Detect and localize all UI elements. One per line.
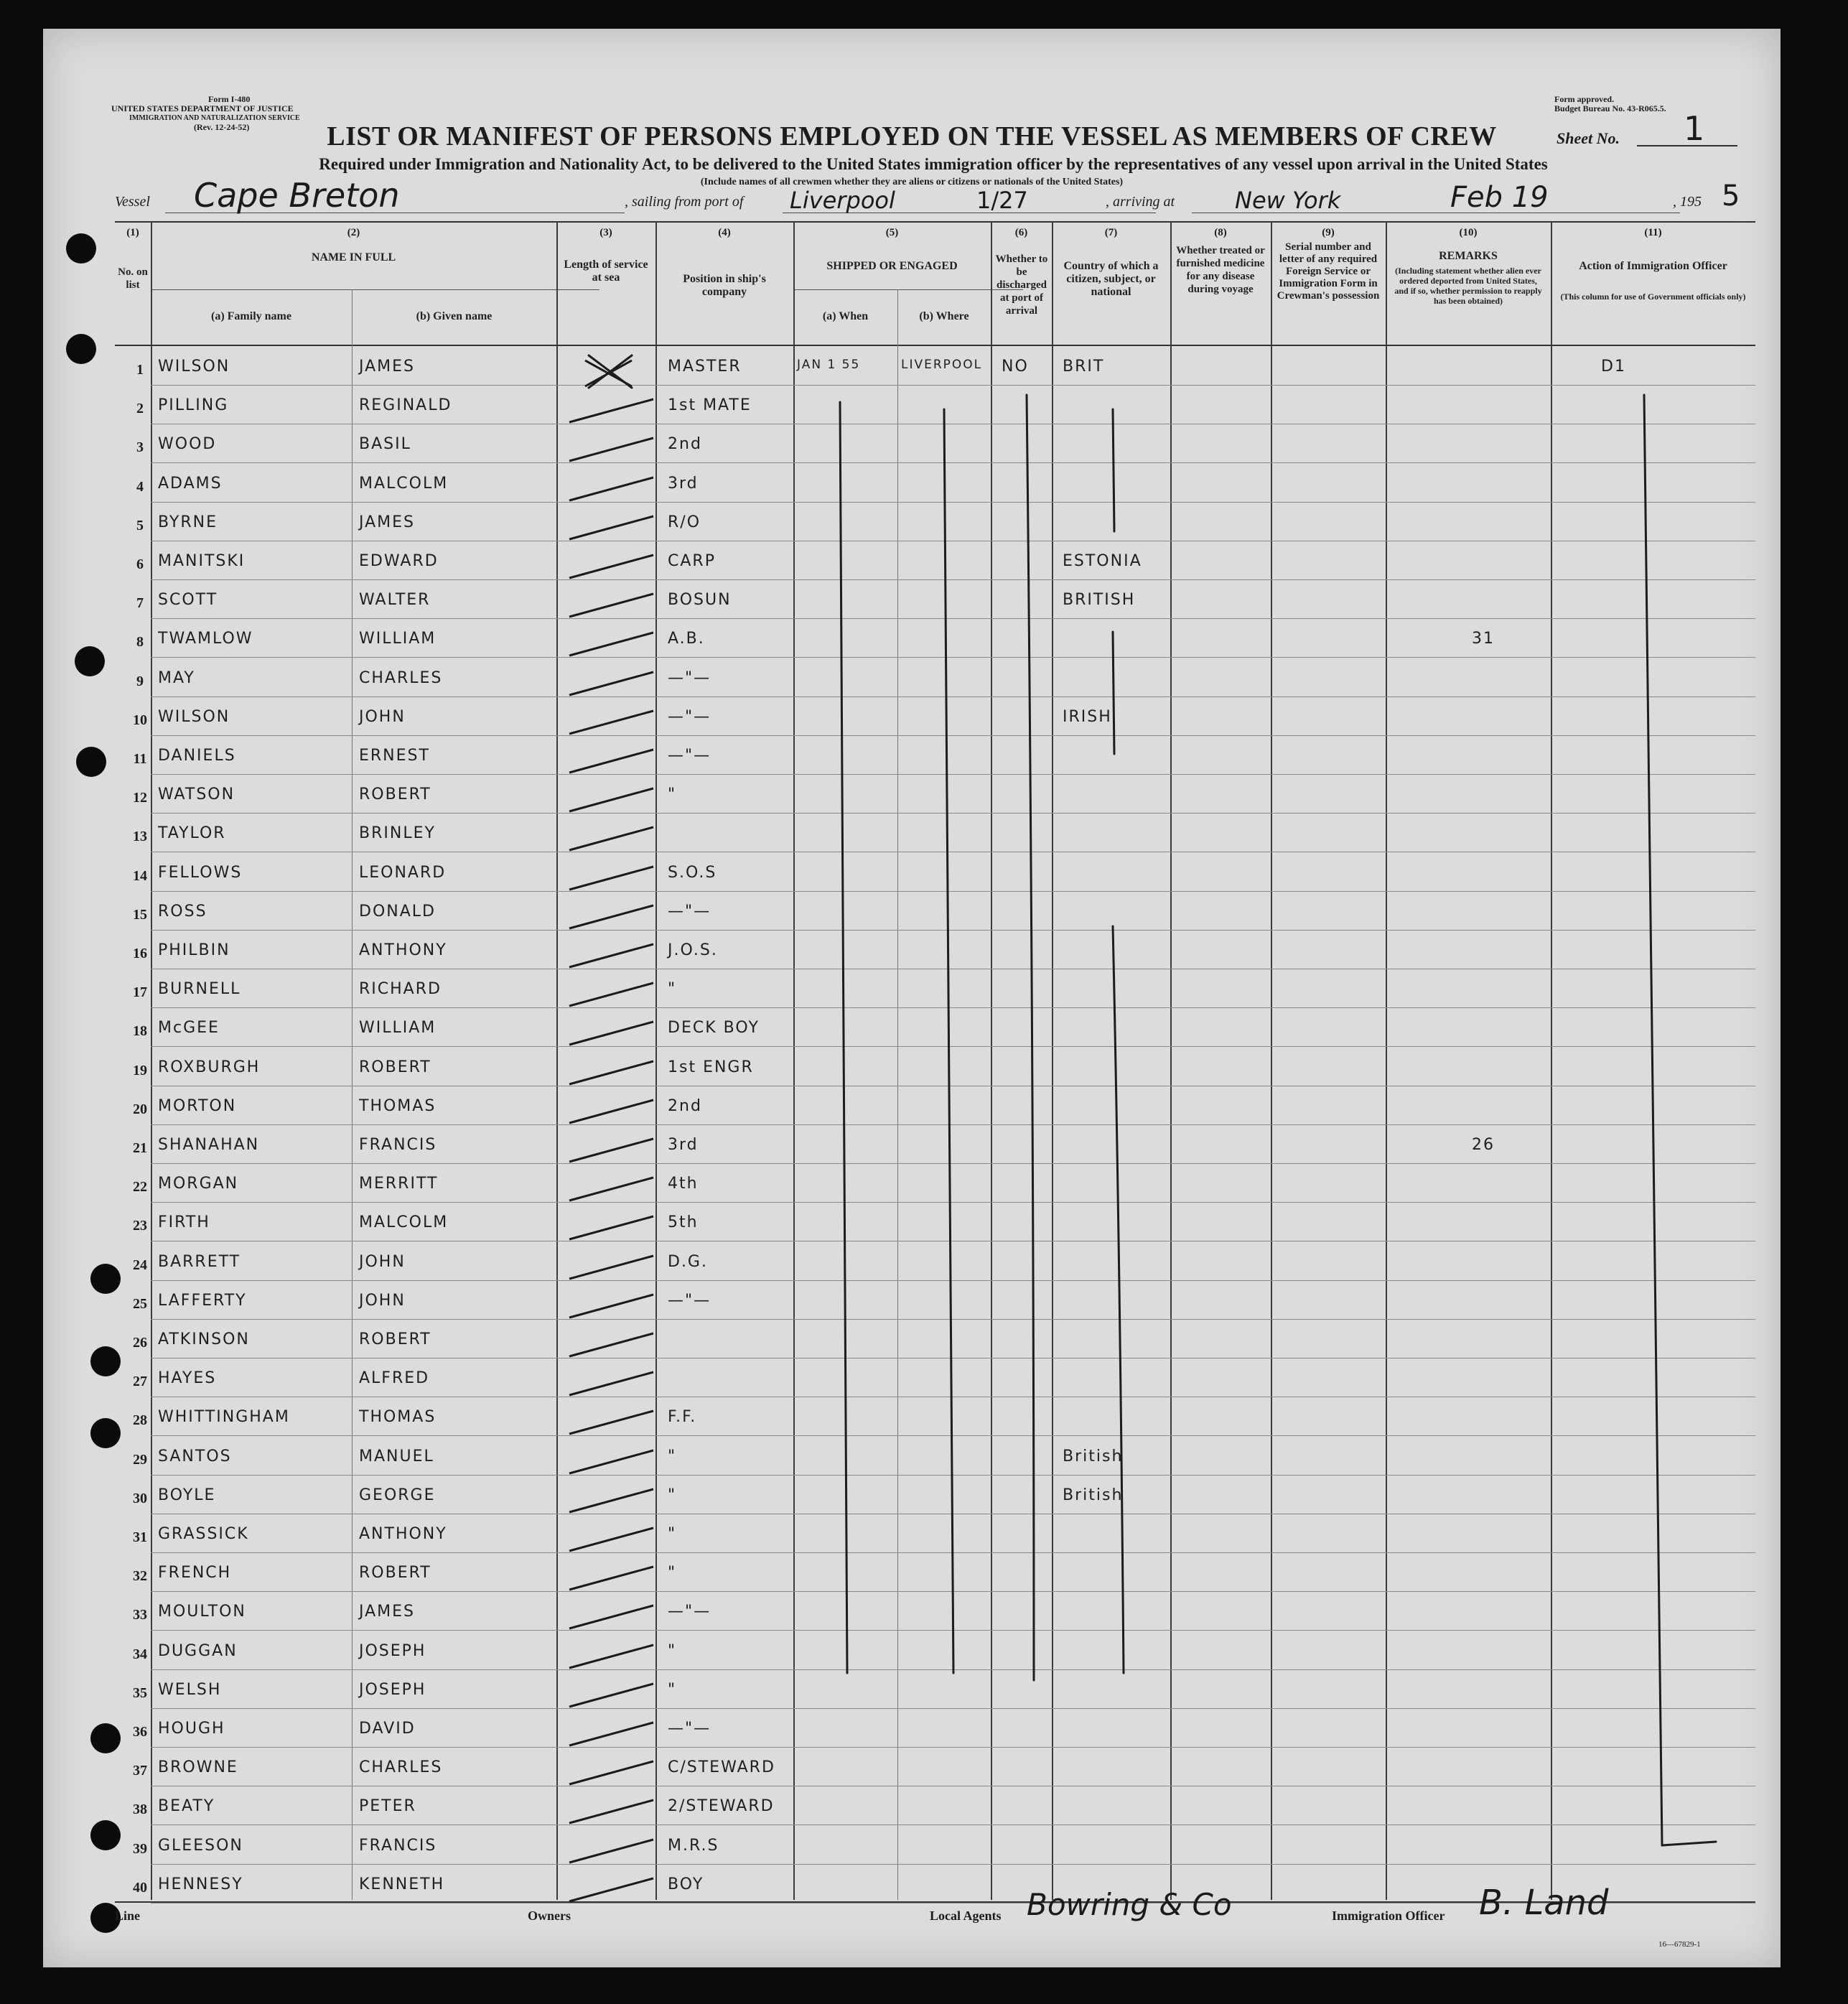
manifest-sheet bbox=[43, 29, 1781, 1967]
col5b-heading: (b) Where bbox=[919, 310, 969, 322]
given-name: JAMES bbox=[359, 1603, 415, 1621]
given-name: DONALD bbox=[359, 903, 436, 921]
shipped-when: JAN 1 55 bbox=[797, 358, 861, 372]
position: J.O.S. bbox=[668, 941, 718, 959]
year-label: , 195 bbox=[1673, 194, 1702, 210]
given-name: FRANCIS bbox=[359, 1136, 437, 1154]
position: " bbox=[668, 1642, 677, 1660]
position: " bbox=[668, 980, 677, 998]
row-number: 37 bbox=[133, 1763, 147, 1779]
given-name: EDWARD bbox=[359, 552, 439, 570]
col4-number: (4) bbox=[718, 227, 731, 238]
ditto-line-country bbox=[1113, 632, 1114, 754]
col8-number: (8) bbox=[1214, 227, 1227, 238]
family-name: WOOD bbox=[158, 435, 217, 453]
row-number: 22 bbox=[133, 1179, 147, 1195]
row-number: 2 bbox=[136, 401, 144, 416]
row-number: 33 bbox=[133, 1607, 147, 1623]
row-number: 12 bbox=[133, 790, 147, 806]
col2b-heading: (b) Given name bbox=[416, 310, 493, 322]
position: S.O.S bbox=[668, 864, 717, 882]
position: 5th bbox=[668, 1213, 699, 1231]
row-number: 29 bbox=[133, 1452, 147, 1468]
family-name: PILLING bbox=[158, 396, 229, 414]
page-subtitle: Required under Immigration and Nationality Act, to be delivered to the United States immigration officer by the representatives of any vessel upon arrival in the United States bbox=[319, 155, 1548, 173]
sailing-port: Liverpool bbox=[790, 187, 895, 214]
given-name: ALFRED bbox=[359, 1369, 430, 1387]
family-name: WHITTINGHAM bbox=[158, 1408, 290, 1426]
col11-heading: Action of Immigration Officer bbox=[1579, 260, 1727, 272]
row-number: 8 bbox=[136, 634, 144, 650]
given-name: CHARLES bbox=[359, 1758, 443, 1776]
footer-officer-label: Immigration Officer bbox=[1332, 1909, 1445, 1923]
col2-heading: NAME IN FULL bbox=[311, 251, 396, 264]
country: BRITISH bbox=[1063, 591, 1136, 609]
col10-number: (10) bbox=[1459, 227, 1478, 238]
row-number: 20 bbox=[133, 1101, 147, 1117]
col7-heading: Country of which a citizen, subject, or national bbox=[1063, 260, 1159, 298]
position: —"— bbox=[668, 708, 711, 726]
position: 2/STEWARD bbox=[668, 1797, 775, 1815]
col8-heading: Whether treated or furnished medicine for any disease during voyage bbox=[1176, 245, 1265, 295]
discharge: NO bbox=[1002, 358, 1029, 376]
family-name: McGEE bbox=[158, 1019, 220, 1037]
family-name: ROSS bbox=[158, 903, 207, 921]
given-name: RICHARD bbox=[359, 980, 442, 998]
position: 3rd bbox=[668, 1136, 699, 1154]
row-number: 27 bbox=[133, 1374, 147, 1389]
position: " bbox=[668, 1564, 677, 1582]
arriving-label: , arriving at bbox=[1106, 194, 1175, 210]
form-number: Form I-480 bbox=[208, 94, 251, 104]
arriving-port: New York bbox=[1235, 187, 1341, 214]
footer-officer-signature: B. Land bbox=[1479, 1883, 1609, 1923]
given-name: JOSEPH bbox=[359, 1681, 426, 1699]
row-number: 17 bbox=[133, 984, 147, 1000]
position: —"— bbox=[668, 1603, 711, 1621]
col9-number: (9) bbox=[1322, 227, 1335, 238]
position: C/STEWARD bbox=[668, 1758, 775, 1776]
family-name: FELLOWS bbox=[158, 864, 243, 882]
position: 1st ENGR bbox=[668, 1058, 754, 1076]
ditto-line-where bbox=[944, 409, 953, 1673]
col5-number: (5) bbox=[885, 227, 899, 238]
family-name: DUGGAN bbox=[158, 1642, 238, 1660]
position: 2nd bbox=[668, 435, 702, 453]
page-note: (Include names of all crewmen whether they are aliens or citizens or nationals of the United States) bbox=[700, 177, 1124, 187]
given-name: JOHN bbox=[359, 708, 406, 726]
row-number: 15 bbox=[133, 907, 147, 923]
given-name: JOHN bbox=[359, 1253, 406, 1271]
country: ESTONIA bbox=[1063, 552, 1142, 570]
print-code: 16—67829-1 bbox=[1658, 1940, 1701, 1949]
col5a-heading: (a) When bbox=[822, 310, 869, 322]
family-name: MORGAN bbox=[158, 1175, 239, 1193]
ditto-line-when bbox=[840, 402, 847, 1673]
family-name: WILSON bbox=[158, 358, 230, 376]
family-name: FIRTH bbox=[158, 1213, 210, 1231]
remarks: 31 bbox=[1472, 630, 1495, 648]
given-name: LEONARD bbox=[359, 864, 447, 882]
given-name: JOHN bbox=[359, 1292, 406, 1310]
row-number: 3 bbox=[136, 439, 144, 455]
col6-heading: Whether to be discharged at port of arrival bbox=[995, 253, 1048, 317]
position: DECK BOY bbox=[668, 1019, 760, 1037]
col10-heading: REMARKS bbox=[1439, 250, 1498, 262]
row-number: 19 bbox=[133, 1063, 147, 1078]
given-name: WALTER bbox=[359, 591, 431, 609]
position: —"— bbox=[668, 669, 711, 687]
col11-note: (This column for use of Government officials only) bbox=[1560, 292, 1746, 302]
position: 4th bbox=[668, 1175, 699, 1193]
col11-number: (11) bbox=[1644, 227, 1662, 238]
given-name: ANTHONY bbox=[359, 941, 447, 959]
given-name: REGINALD bbox=[359, 396, 452, 414]
given-name: JAMES bbox=[359, 513, 415, 531]
given-name: MANUEL bbox=[359, 1448, 434, 1465]
family-name: MANITSKI bbox=[158, 552, 246, 570]
footer-line-label: Line bbox=[115, 1909, 141, 1923]
given-name: ERNEST bbox=[359, 747, 430, 765]
ditto-line-action bbox=[1644, 395, 1662, 1845]
row-number: 6 bbox=[136, 556, 144, 572]
col2-number: (2) bbox=[347, 227, 360, 238]
position: R/O bbox=[668, 513, 701, 531]
row-number: 25 bbox=[133, 1296, 147, 1312]
row-number: 23 bbox=[133, 1218, 147, 1234]
family-name: HOUGH bbox=[158, 1720, 225, 1738]
position: F.F. bbox=[668, 1408, 697, 1426]
row-number: 26 bbox=[133, 1335, 147, 1351]
sheet-number: 1 bbox=[1684, 109, 1705, 148]
given-name: ROBERT bbox=[359, 1564, 431, 1582]
given-name: WILLIAM bbox=[359, 1019, 437, 1037]
given-name: ANTHONY bbox=[359, 1525, 447, 1543]
position: 3rd bbox=[668, 475, 699, 493]
given-name: THOMAS bbox=[359, 1408, 437, 1426]
footer-owners-label: Owners bbox=[528, 1909, 571, 1923]
family-name: TWAMLOW bbox=[158, 630, 253, 648]
family-name: BEATY bbox=[158, 1797, 215, 1815]
row-number: 35 bbox=[133, 1685, 147, 1701]
row-number: 40 bbox=[133, 1880, 147, 1896]
family-name: GLEESON bbox=[158, 1837, 243, 1855]
remarks: 26 bbox=[1472, 1136, 1495, 1154]
given-name: ROBERT bbox=[359, 1330, 431, 1348]
row-number: 16 bbox=[133, 946, 147, 961]
given-name: JAMES bbox=[359, 358, 415, 376]
given-name: KENNETH bbox=[359, 1875, 445, 1893]
family-name: WILSON bbox=[158, 708, 230, 726]
shipped-where: LIVERPOOL bbox=[901, 358, 983, 372]
family-name: BROWNE bbox=[158, 1758, 238, 1776]
row-number: 7 bbox=[136, 595, 144, 611]
footer-agents-signature: Bowring & Co bbox=[1027, 1887, 1232, 1922]
department-name: UNITED STATES DEPARTMENT OF JUSTICE bbox=[111, 103, 294, 113]
family-name: SHANAHAN bbox=[158, 1136, 260, 1154]
country: BRIT bbox=[1063, 358, 1105, 376]
row-number: 4 bbox=[136, 479, 144, 495]
position: CARP bbox=[668, 552, 716, 570]
col7-number: (7) bbox=[1104, 227, 1118, 238]
form-revision: (Rev. 12-24-52) bbox=[194, 122, 250, 132]
col3-heading: Length of service at sea bbox=[564, 258, 648, 284]
budget-number: Budget Bureau No. 43-R065.5. bbox=[1554, 103, 1666, 113]
given-name: GEORGE bbox=[359, 1486, 436, 1504]
position: —"— bbox=[668, 1292, 711, 1310]
family-name: LAFFERTY bbox=[158, 1292, 247, 1310]
action-end-mark bbox=[1662, 1842, 1716, 1845]
sheet-label: Sheet No. bbox=[1557, 129, 1620, 147]
row-number: 18 bbox=[133, 1023, 147, 1039]
family-name: SANTOS bbox=[158, 1448, 232, 1465]
vessel-label: Vessel bbox=[115, 194, 150, 210]
country: British bbox=[1063, 1448, 1124, 1465]
given-name: JOSEPH bbox=[359, 1642, 426, 1660]
position: MASTER bbox=[668, 358, 742, 376]
country: IRISH bbox=[1063, 708, 1112, 726]
position: 1st MATE bbox=[668, 396, 752, 414]
position: BOY bbox=[668, 1875, 704, 1893]
row-number: 28 bbox=[133, 1412, 147, 1428]
position: " bbox=[668, 1486, 677, 1504]
col4-heading: Position in ship's company bbox=[683, 273, 766, 298]
family-name: BYRNE bbox=[158, 513, 218, 531]
col2a-heading: (a) Family name bbox=[211, 310, 291, 322]
given-name: MERRITT bbox=[359, 1175, 439, 1193]
position: A.B. bbox=[668, 630, 705, 648]
family-name: MAY bbox=[158, 669, 195, 687]
family-name: MORTON bbox=[158, 1097, 237, 1115]
handwritten-marks bbox=[43, 29, 1781, 1967]
footer-agents-label: Local Agents bbox=[930, 1909, 1002, 1923]
vessel-name: Cape Breton bbox=[194, 176, 400, 215]
family-name: HENNESY bbox=[158, 1875, 243, 1893]
col1-number: (1) bbox=[126, 227, 139, 238]
page-title: LIST OR MANIFEST OF PERSONS EMPLOYED ON THE VESSEL AS MEMBERS OF CREW bbox=[327, 121, 1497, 152]
row-number: 34 bbox=[133, 1646, 147, 1662]
given-name: CHARLES bbox=[359, 669, 443, 687]
family-name: ROXBURGH bbox=[158, 1058, 261, 1076]
row-number: 30 bbox=[133, 1491, 147, 1506]
row-number: 1 bbox=[136, 362, 144, 378]
position: 2nd bbox=[668, 1097, 702, 1115]
family-name: ATKINSON bbox=[158, 1330, 250, 1348]
position: M.R.S bbox=[668, 1837, 719, 1855]
given-name: BASIL bbox=[359, 435, 411, 453]
col5-heading: SHIPPED OR ENGAGED bbox=[826, 260, 958, 272]
family-name: TAYLOR bbox=[158, 824, 226, 842]
position: —"— bbox=[668, 1720, 711, 1738]
col9-heading: Serial number and letter of any required Foreign Service or Immigration Form in Crewman's possession bbox=[1277, 241, 1380, 302]
given-name: BRINLEY bbox=[359, 824, 436, 842]
row-number: 24 bbox=[133, 1257, 147, 1273]
row-number: 39 bbox=[133, 1841, 147, 1857]
family-name: HAYES bbox=[158, 1369, 217, 1387]
given-name: ROBERT bbox=[359, 1058, 431, 1076]
position: " bbox=[668, 786, 677, 803]
position: BOSUN bbox=[668, 591, 732, 609]
row-number: 14 bbox=[133, 868, 147, 884]
given-name: THOMAS bbox=[359, 1097, 437, 1115]
row-number: 13 bbox=[133, 829, 147, 844]
position: " bbox=[668, 1448, 677, 1465]
row-number: 38 bbox=[133, 1802, 147, 1817]
position: " bbox=[668, 1525, 677, 1543]
sailing-date: 1/27 bbox=[976, 187, 1028, 214]
given-name: MALCOLM bbox=[359, 475, 449, 493]
row-number: 32 bbox=[133, 1568, 147, 1584]
form-approved: Form approved. bbox=[1554, 94, 1615, 104]
family-name: BOYLE bbox=[158, 1486, 216, 1504]
service-name: IMMIGRATION AND NATURALIZATION SERVICE bbox=[129, 114, 300, 122]
given-name: MALCOLM bbox=[359, 1213, 449, 1231]
family-name: BARRETT bbox=[158, 1253, 241, 1271]
given-name: ROBERT bbox=[359, 786, 431, 803]
row-number: 5 bbox=[136, 518, 144, 533]
family-name: DANIELS bbox=[158, 747, 236, 765]
family-name: MOULTON bbox=[158, 1603, 246, 1621]
position: D.G. bbox=[668, 1253, 708, 1271]
family-name: WELSH bbox=[158, 1681, 222, 1699]
given-name: DAVID bbox=[359, 1720, 416, 1738]
ditto-line-country bbox=[1113, 926, 1124, 1673]
ditto-line-country bbox=[1113, 409, 1114, 531]
col3-number: (3) bbox=[599, 227, 612, 238]
row-number: 31 bbox=[133, 1529, 147, 1545]
family-name: SCOTT bbox=[158, 591, 218, 609]
year-digit: 5 bbox=[1722, 180, 1740, 213]
row-number: 36 bbox=[133, 1724, 147, 1740]
row-number: 10 bbox=[133, 712, 147, 728]
officer-action: D1 bbox=[1601, 358, 1626, 376]
position: —"— bbox=[668, 747, 711, 765]
row-number: 11 bbox=[133, 751, 147, 767]
family-name: GRASSICK bbox=[158, 1525, 249, 1543]
family-name: FRENCH bbox=[158, 1564, 232, 1582]
sailing-label: , sailing from port of bbox=[625, 194, 744, 210]
ditto-line-discharge bbox=[1027, 395, 1034, 1680]
col6-number: (6) bbox=[1014, 227, 1028, 238]
country: British bbox=[1063, 1486, 1124, 1504]
family-name: ADAMS bbox=[158, 475, 223, 493]
family-name: BURNELL bbox=[158, 980, 241, 998]
col1-heading: No. on list bbox=[118, 266, 148, 291]
position: —"— bbox=[668, 903, 711, 921]
family-name: PHILBIN bbox=[158, 941, 230, 959]
given-name: FRANCIS bbox=[359, 1837, 437, 1855]
col10-note: (Including statement whether alien ever ordered deported from United States, and if so, whether permission to reapply has been obtained) bbox=[1394, 266, 1542, 306]
family-name: WATSON bbox=[158, 786, 235, 803]
row-number: 21 bbox=[133, 1140, 147, 1156]
given-name: PETER bbox=[359, 1797, 416, 1815]
position: " bbox=[668, 1681, 677, 1699]
given-name: WILLIAM bbox=[359, 630, 437, 648]
arrival-date: Feb 19 bbox=[1450, 181, 1549, 214]
row-number: 9 bbox=[136, 674, 144, 689]
